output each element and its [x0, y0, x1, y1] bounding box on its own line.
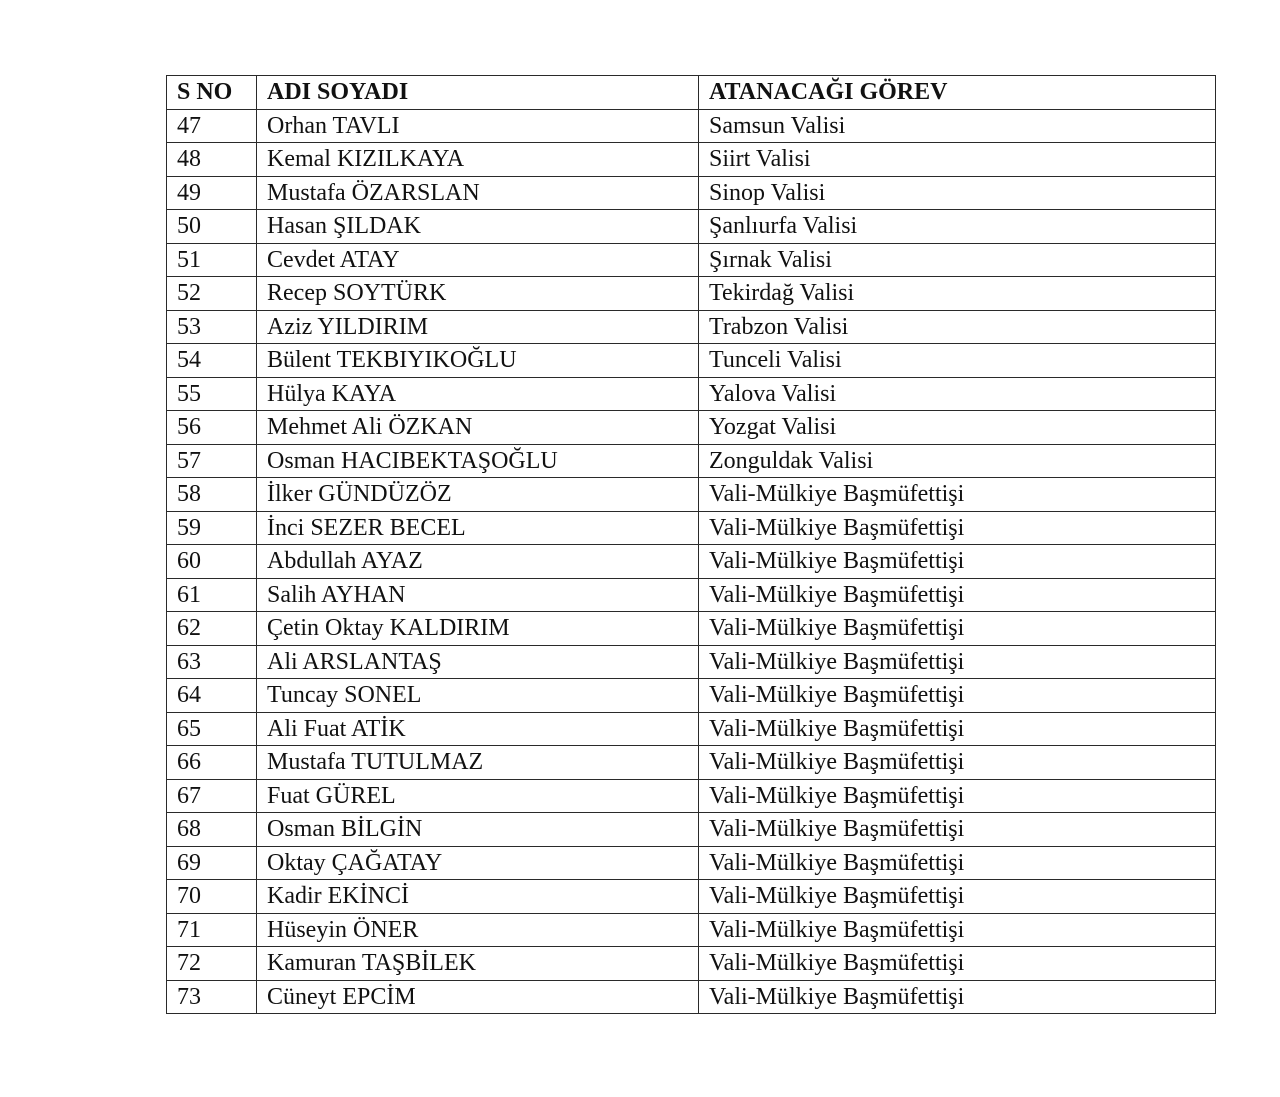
header-name: ADI SOYADI — [257, 76, 699, 110]
cell-name: Orhan TAVLI — [257, 109, 699, 143]
cell-no: 57 — [167, 444, 257, 478]
table-row — [167, 243, 1216, 277]
cell-no: 70 — [167, 880, 257, 914]
table-row — [167, 947, 1216, 981]
table-row — [167, 712, 1216, 746]
cell-no: 65 — [167, 712, 257, 746]
cell-no: 48 — [167, 143, 257, 177]
cell-name: Bülent TEKBIYIKOĞLU — [257, 344, 699, 378]
cell-no: 58 — [167, 478, 257, 512]
table-row — [167, 813, 1216, 847]
header-no: S NO — [167, 76, 257, 110]
cell-name: Osman BİLGİN — [257, 813, 699, 847]
cell-no: 51 — [167, 243, 257, 277]
cell-name: Osman HACIBEKTAŞOĞLU — [257, 444, 699, 478]
table-row — [167, 310, 1216, 344]
cell-duty: Sinop Valisi — [699, 176, 1216, 210]
table-row — [167, 880, 1216, 914]
cell-duty: Vali-Mülkiye Başmüfettişi — [699, 578, 1216, 612]
table-row — [167, 478, 1216, 512]
cell-duty: Vali-Mülkiye Başmüfettişi — [699, 813, 1216, 847]
cell-duty: Vali-Mülkiye Başmüfettişi — [699, 947, 1216, 981]
cell-no: 56 — [167, 411, 257, 445]
cell-name: Kamuran TAŞBİLEK — [257, 947, 699, 981]
table-row — [167, 411, 1216, 445]
header-duty: ATANACAĞI GÖREV — [699, 76, 1216, 110]
table-row — [167, 545, 1216, 579]
cell-duty: Siirt Valisi — [699, 143, 1216, 177]
table-body — [167, 109, 1216, 1014]
table-row — [167, 980, 1216, 1014]
cell-duty: Trabzon Valisi — [699, 310, 1216, 344]
cell-duty: Vali-Mülkiye Başmüfettişi — [699, 679, 1216, 713]
cell-name: Recep SOYTÜRK — [257, 277, 699, 311]
cell-no: 64 — [167, 679, 257, 713]
cell-no: 62 — [167, 612, 257, 646]
cell-duty: Vali-Mülkiye Başmüfettişi — [699, 980, 1216, 1014]
table-row — [167, 109, 1216, 143]
cell-name: İlker GÜNDÜZÖZ — [257, 478, 699, 512]
cell-duty: Vali-Mülkiye Başmüfettişi — [699, 545, 1216, 579]
table-row — [167, 444, 1216, 478]
cell-no: 61 — [167, 578, 257, 612]
cell-name: Fuat GÜREL — [257, 779, 699, 813]
cell-name: Çetin Oktay KALDIRIM — [257, 612, 699, 646]
table-row — [167, 846, 1216, 880]
cell-name: Abdullah AYAZ — [257, 545, 699, 579]
cell-duty: Yozgat Valisi — [699, 411, 1216, 445]
cell-duty: Vali-Mülkiye Başmüfettişi — [699, 712, 1216, 746]
cell-no: 55 — [167, 377, 257, 411]
cell-no: 71 — [167, 913, 257, 947]
cell-no: 47 — [167, 109, 257, 143]
cell-no: 53 — [167, 310, 257, 344]
table-row — [167, 913, 1216, 947]
table-row — [167, 176, 1216, 210]
cell-no: 59 — [167, 511, 257, 545]
cell-name: Mustafa ÖZARSLAN — [257, 176, 699, 210]
table-row — [167, 612, 1216, 646]
table-row — [167, 746, 1216, 780]
table-row — [167, 277, 1216, 311]
cell-name: Cüneyt EPCİM — [257, 980, 699, 1014]
cell-no: 52 — [167, 277, 257, 311]
cell-name: Hülya KAYA — [257, 377, 699, 411]
cell-duty: Tunceli Valisi — [699, 344, 1216, 378]
table-row — [167, 679, 1216, 713]
table-row — [167, 578, 1216, 612]
cell-name: İnci SEZER BECEL — [257, 511, 699, 545]
cell-name: Ali ARSLANTAŞ — [257, 645, 699, 679]
cell-name: Tuncay SONEL — [257, 679, 699, 713]
cell-duty: Vali-Mülkiye Başmüfettişi — [699, 880, 1216, 914]
cell-duty: Vali-Mülkiye Başmüfettişi — [699, 846, 1216, 880]
cell-duty: Yalova Valisi — [699, 377, 1216, 411]
cell-name: Kemal KIZILKAYA — [257, 143, 699, 177]
cell-name: Aziz YILDIRIM — [257, 310, 699, 344]
cell-no: 69 — [167, 846, 257, 880]
table-header — [167, 76, 1216, 110]
cell-duty: Vali-Mülkiye Başmüfettişi — [699, 779, 1216, 813]
appointments-table — [166, 75, 1216, 1014]
cell-no: 60 — [167, 545, 257, 579]
cell-no: 49 — [167, 176, 257, 210]
cell-duty: Şanlıurfa Valisi — [699, 210, 1216, 244]
cell-duty: Şırnak Valisi — [699, 243, 1216, 277]
cell-no: 72 — [167, 947, 257, 981]
table-row — [167, 377, 1216, 411]
table-row — [167, 344, 1216, 378]
table-row — [167, 143, 1216, 177]
cell-duty: Vali-Mülkiye Başmüfettişi — [699, 746, 1216, 780]
cell-name: Cevdet ATAY — [257, 243, 699, 277]
cell-duty: Vali-Mülkiye Başmüfettişi — [699, 645, 1216, 679]
cell-name: Mehmet Ali ÖZKAN — [257, 411, 699, 445]
cell-no: 50 — [167, 210, 257, 244]
cell-name: Mustafa TUTULMAZ — [257, 746, 699, 780]
cell-duty: Samsun Valisi — [699, 109, 1216, 143]
cell-no: 54 — [167, 344, 257, 378]
cell-name: Hüseyin ÖNER — [257, 913, 699, 947]
cell-duty: Tekirdağ Valisi — [699, 277, 1216, 311]
table-row — [167, 645, 1216, 679]
table-row — [167, 210, 1216, 244]
table-row — [167, 779, 1216, 813]
cell-no: 66 — [167, 746, 257, 780]
cell-duty: Vali-Mülkiye Başmüfettişi — [699, 478, 1216, 512]
table-row — [167, 511, 1216, 545]
document-page — [166, 75, 1215, 1014]
cell-no: 63 — [167, 645, 257, 679]
cell-no: 67 — [167, 779, 257, 813]
cell-name: Oktay ÇAĞATAY — [257, 846, 699, 880]
cell-duty: Vali-Mülkiye Başmüfettişi — [699, 913, 1216, 947]
cell-no: 73 — [167, 980, 257, 1014]
cell-name: Ali Fuat ATİK — [257, 712, 699, 746]
header-row — [167, 76, 1216, 110]
cell-name: Salih AYHAN — [257, 578, 699, 612]
cell-no: 68 — [167, 813, 257, 847]
cell-duty: Vali-Mülkiye Başmüfettişi — [699, 612, 1216, 646]
cell-name: Kadir EKİNCİ — [257, 880, 699, 914]
cell-name: Hasan ŞILDAK — [257, 210, 699, 244]
cell-duty: Zonguldak Valisi — [699, 444, 1216, 478]
cell-duty: Vali-Mülkiye Başmüfettişi — [699, 511, 1216, 545]
